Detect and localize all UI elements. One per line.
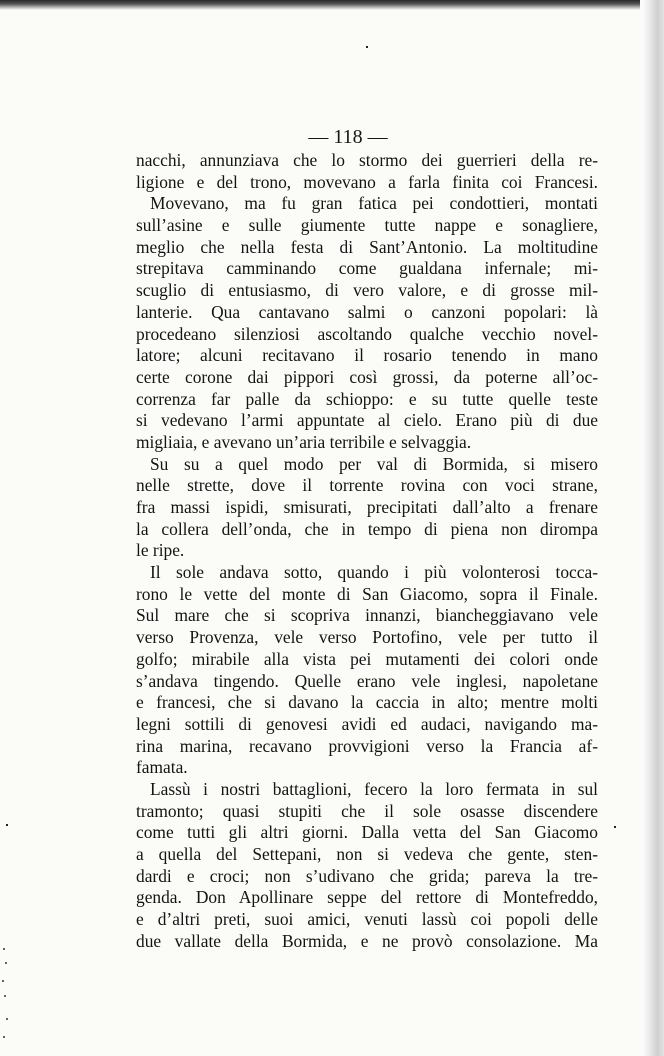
text-line: rina marina, recavano provvigioni verso la Francia af- bbox=[136, 735, 598, 756]
text-line: nelle strette, dove il torrente rovina con voci strane, bbox=[136, 475, 598, 496]
text-line: migliaia, e avevano un’aria terribile e selvaggia. bbox=[136, 431, 472, 452]
text-line: le ripe. bbox=[136, 540, 185, 561]
text-line: legni sottili di genovesi avidi ed audaci, navigando ma- bbox=[136, 713, 598, 734]
text-line: scuglio di entusiasmo, di vero valore, e di grosse mil- bbox=[136, 280, 598, 301]
paragraph bbox=[136, 193, 598, 453]
text-line: ligione e del trono, movevano a farla finita coi Francesi. bbox=[136, 171, 598, 192]
stray-mark bbox=[6, 824, 8, 826]
text-line: procedeano silenziosi ascoltando qualche vecchio novel- bbox=[136, 323, 598, 344]
text-line: tramonto; quasi stupiti che il sole osasse discendere bbox=[136, 800, 598, 821]
text-line: fra massi ispidi, smisurati, precipitati dall’alto a frenare bbox=[136, 497, 598, 517]
text-line: correnza far palle da schioppo: e su tutte quelle teste bbox=[136, 388, 598, 409]
text-line: genda. Don Apollinare seppe del rettore di Montefreddo, bbox=[136, 887, 598, 908]
body-text bbox=[136, 150, 598, 952]
text-line: a quella del Settepani, non si vedeva che gente, sten- bbox=[136, 844, 598, 864]
text-line: Su su a quel modo per val di Bormida, si misero bbox=[150, 453, 598, 474]
page-number: — 118 — bbox=[308, 126, 388, 148]
text-line: strepitava camminando come gualdana infernale; mi- bbox=[136, 258, 598, 279]
text-line: la collera dell’onda, che in tempo di piena non dirompa bbox=[136, 518, 598, 539]
text-line: sull’asine e sulle giumente tutte nappe e sonagliere, bbox=[136, 215, 598, 236]
text-line: latore; alcuni recitavano il rosario tenendo in mano bbox=[136, 345, 598, 366]
text-line: Il sole andava sotto, quando i più volonterosi tocca- bbox=[150, 562, 598, 583]
text-line: verso Provenza, vele verso Portofino, vele per tutto il bbox=[136, 627, 598, 648]
text-line: due vallate della Bormida, e ne provò consolazione. Ma bbox=[136, 930, 598, 951]
text-line: e d’altri preti, suoi amici, venuti lassù coi popoli delle bbox=[136, 909, 598, 930]
stray-mark bbox=[614, 826, 616, 828]
text-line: Lassù i nostri battaglioni, fecero la loro fermata in sul bbox=[150, 778, 598, 799]
text-line: Movevano, ma fu gran fatica pei condottieri, montati bbox=[150, 193, 598, 214]
text-line: Sul mare che si scopriva innanzi, biancheggiavano vele bbox=[136, 605, 598, 626]
text-line: meglio che nella festa di Sant’Antonio. La moltitudine bbox=[136, 236, 598, 257]
text-line: e francesi, che si davano la caccia in alto; mentre molti bbox=[136, 692, 598, 713]
text-line: lanterie. Qua cantavano salmi o canzoni popolari: là bbox=[136, 301, 598, 322]
text-line: si vedevano l’armi appuntate al cielo. Erano più di due bbox=[136, 410, 598, 431]
text-line: rono le vette del monte di San Giacomo, sopra il Finale. bbox=[136, 583, 598, 604]
paragraph bbox=[136, 150, 598, 193]
text-line: nacchi, annunziava che lo stormo dei guerrieri della re- bbox=[136, 150, 598, 170]
text-line: s’andava tingendo. Quelle erano vele inglesi, napoletane bbox=[136, 670, 598, 691]
paragraph bbox=[136, 562, 598, 779]
scan-left-specks bbox=[0, 940, 10, 1056]
text-line: come tutti gli altri giorni. Dalla vetta del San Giacomo bbox=[136, 822, 598, 843]
text-line: famata. bbox=[136, 757, 188, 778]
paragraph bbox=[136, 779, 598, 953]
text-line: golfo; mirabile alla vista pei mutamenti dei colori onde bbox=[136, 648, 598, 669]
text-line: certe corone dai pippori così grossi, da poterne all’oc- bbox=[136, 366, 598, 387]
paragraph bbox=[136, 454, 598, 562]
stray-mark bbox=[366, 46, 368, 48]
text-line: dardi e croci; non s’udivano che grida; pareva la tre- bbox=[136, 865, 598, 886]
scan-top-edge bbox=[0, 0, 640, 10]
scan-right-edge bbox=[642, 0, 664, 1056]
